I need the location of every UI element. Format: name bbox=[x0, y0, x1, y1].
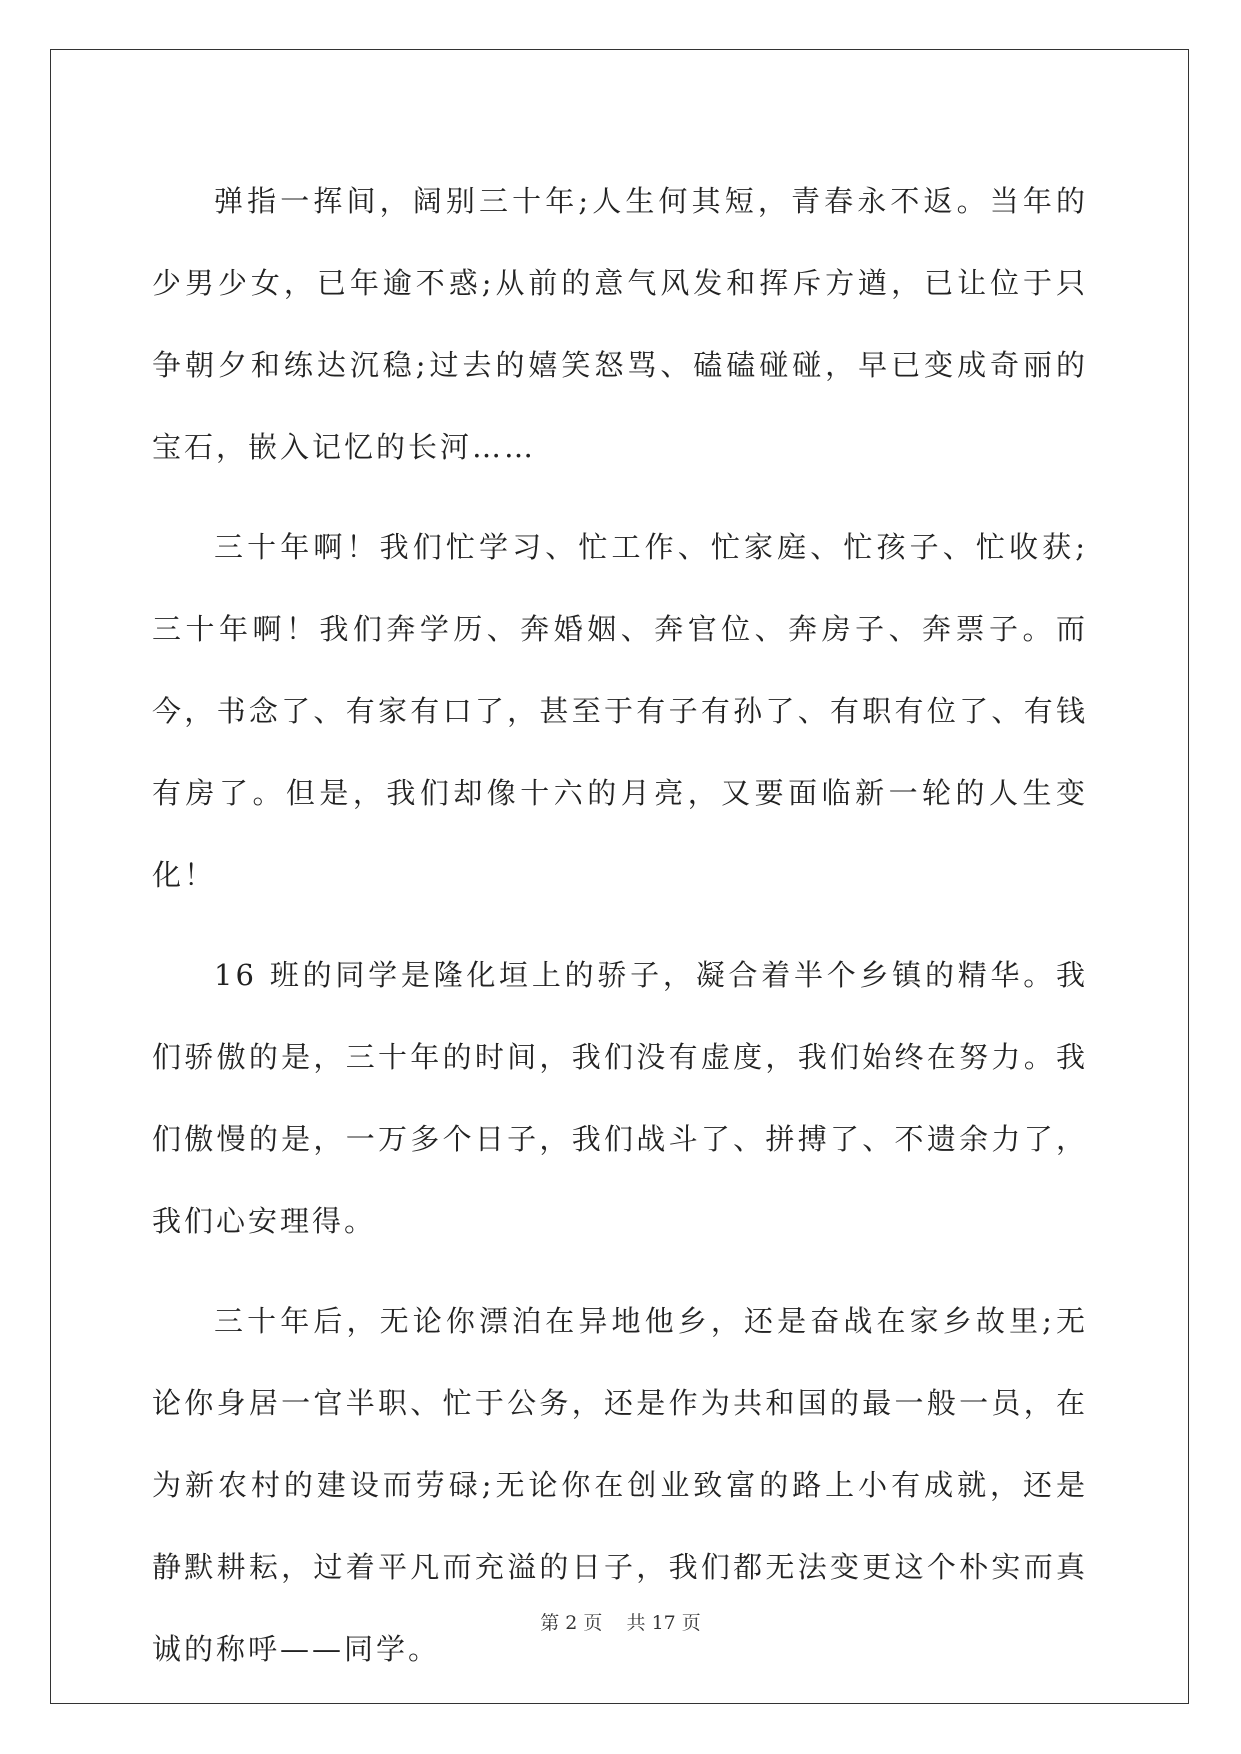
document-body bbox=[152, 160, 1088, 1708]
paragraph: 三十年后，无论你漂泊在异地他乡，还是奋战在家乡故里;无论你身居一官半职、忙于公务，还是作为共和国的最一般一员，在为新农村的建设而劳碌;无论你在创业致富的路上小有成就，还是静默耕耘，过着平凡而充溢的日子，我们都无法变更这个朴实而真诚的称呼——同学。 bbox=[152, 1304, 1088, 1666]
page-footer bbox=[0, 1608, 1241, 1635]
paragraph: 三十年啊！我们忙学习、忙工作、忙家庭、忙孩子、忙收获;三十年啊！我们奔学历、奔婚姻、奔官位、奔房子、奔票子。而今，书念了、有家有口了，甚至于有子有孙了、有职有位了、有钱有房了。但是，我们却像十六的月亮，又要面临新一轮的人生变化！ bbox=[152, 530, 1088, 892]
paragraph: 弹指一挥间，阔别三十年;人生何其短，青春永不返。当年的少男少女，已年逾不惑;从前的意气风发和挥斥方遒，已让位于只争朝夕和练达沉稳;过去的嬉笑怒骂、磕磕碰碰，早已变成奇丽的宝石，嵌入记忆的长河…… bbox=[152, 184, 1088, 464]
page-total: 共 17 页 bbox=[626, 1612, 701, 1634]
page-number: 第 2 页 bbox=[540, 1612, 603, 1634]
paragraph: 16 班的同学是隆化垣上的骄子，凝合着半个乡镇的精华。我们骄傲的是，三十年的时间，我们没有虚度，我们始终在努力。我们傲慢的是，一万多个日子，我们战斗了、拼搏了、不遗余力了，我们心安理得。 bbox=[152, 958, 1088, 1238]
